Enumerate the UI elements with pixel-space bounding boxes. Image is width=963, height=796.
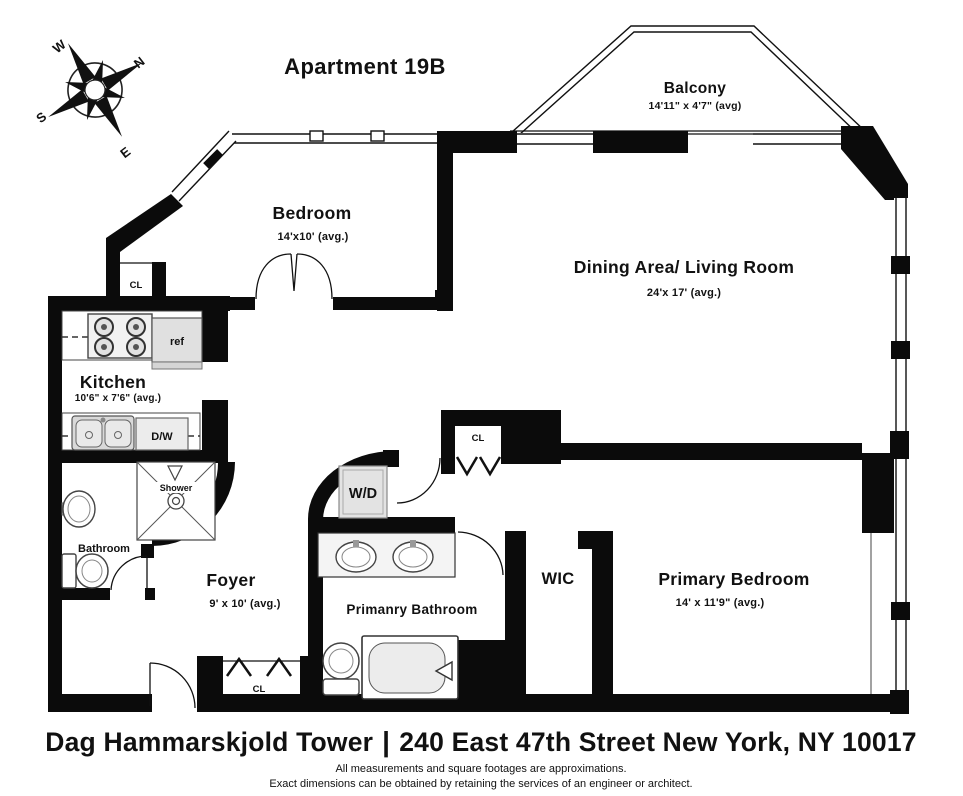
bathroom-door [111, 556, 147, 590]
compass-e: E [117, 143, 134, 162]
bathtub [362, 636, 458, 699]
primary-toilet [323, 643, 359, 695]
compass-rose [21, 16, 169, 164]
window-mullion [891, 602, 910, 620]
bathroom-sink [62, 491, 95, 527]
room-label-dining: Dining Area/ Living Room [573, 257, 795, 277]
room-label-bedroom: Bedroom [272, 203, 352, 223]
refrigerator [152, 318, 202, 369]
dishwasher-label: D/W [151, 431, 173, 443]
room-label-primary-bathroom: Primanry Bathroom [346, 602, 478, 617]
primary-bathroom-door [458, 532, 503, 575]
room-label-wic: WIC [541, 570, 575, 588]
washer-dryer [339, 466, 387, 518]
compass-s: S [33, 108, 50, 127]
room-dims-dining: 24'x 17' (avg.) [646, 287, 722, 299]
stove [88, 314, 152, 358]
compass-n: N [130, 53, 148, 72]
room-label-balcony: Balcony [663, 80, 727, 97]
closet-label-foyer: CL [252, 684, 266, 695]
dishwasher [136, 418, 188, 450]
room-dims-bedroom: 14'x10' (avg.) [277, 231, 349, 243]
toilet [62, 554, 108, 588]
room-label-primary-bedroom: Primary Bedroom [658, 569, 810, 589]
hallway-door [397, 458, 440, 503]
french-doors-bedroom [256, 254, 332, 299]
page-title: Apartment 19B [284, 54, 446, 79]
shower-label: Shower [159, 483, 193, 493]
footer [45, 726, 916, 790]
window-mullion [371, 131, 384, 141]
compass-w: W [49, 36, 69, 57]
ref-label: ref [169, 336, 185, 348]
footer-disclaimer-2: Exact dimensions can be obtained by retaining the services of an engineer or architect. [269, 778, 693, 790]
footer-building-address: Dag Hammarskjold Tower | 240 East 47th Street New York, NY 10017 [45, 726, 917, 757]
room-dims-balcony: 14'11" x 4'7" (avg) [648, 100, 742, 112]
room-dims-kitchen: 10'6" x 7'6" (avg.) [74, 393, 162, 404]
window-mullion [891, 341, 910, 359]
footer-disclaimer-1: All measurements and square footages are approximations. [335, 763, 627, 775]
room-label-foyer: Foyer [206, 570, 256, 590]
shower [137, 462, 215, 540]
kitchen-sink [72, 416, 134, 450]
room-label-kitchen: Kitchen [79, 372, 147, 392]
window-mullion [310, 131, 323, 141]
bathroom-fixtures [62, 462, 215, 588]
primary-bathroom-fixtures [318, 466, 458, 699]
room-label-bathroom: Bathroom [78, 543, 130, 555]
closet-label-hall: CL [471, 433, 485, 444]
window-mullion [891, 256, 910, 274]
closet-label-bedroom: CL [129, 280, 143, 291]
hall-closet-doors [457, 457, 500, 474]
entry-door [150, 663, 195, 708]
room-dims-foyer: 9' x 10' (avg.) [209, 598, 281, 610]
room-dims-primary-bedroom: 14' x 11'9" (avg.) [675, 597, 765, 609]
washer-dryer-label: W/D [348, 486, 378, 502]
vanity [318, 533, 455, 577]
